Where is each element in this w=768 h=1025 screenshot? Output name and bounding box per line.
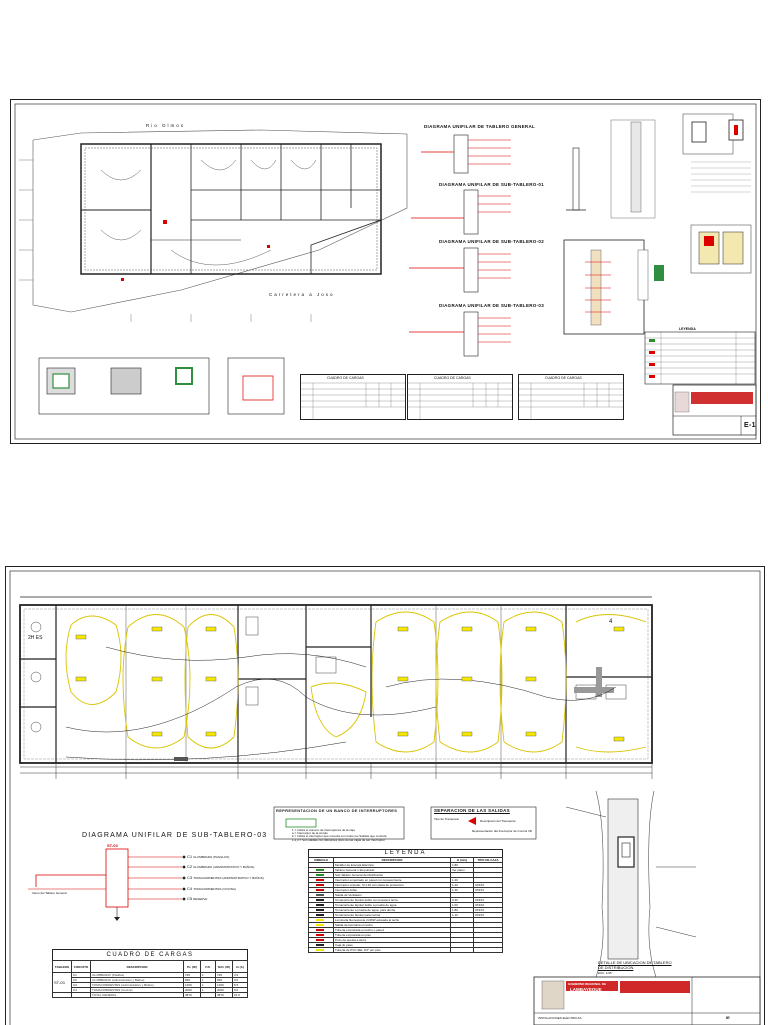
circuit-label: RESERVA: [193, 897, 208, 901]
load-value: 5.5: [233, 983, 248, 988]
legend-symbol-icon: [316, 939, 324, 941]
diagram-title-st2: DIAGRAMA UNIFILAR DE SUB-TABLERO-02: [439, 239, 544, 244]
legend-height: 1.40: [451, 888, 474, 893]
lamp-number: 4: [609, 619, 613, 625]
banco-note: 1 = Indica el número de interruptores de la caja: [292, 828, 355, 832]
load-header: In (A): [233, 961, 248, 973]
load-description: ALUMBRADO (Pasillos): [91, 973, 184, 978]
load-tablero-empty: [53, 993, 72, 998]
legend-box-type: [474, 948, 503, 953]
circuit-id: C2: [187, 864, 193, 869]
legend-height: [451, 948, 474, 953]
load-description: ALUMBRADO (Administrativo y Baños): [91, 978, 184, 983]
detail-scale: ESC: 1/25: [598, 971, 612, 975]
diagram-title-general: DIAGRAMA UNIFILAR DE TABLERO GENERAL: [424, 124, 536, 129]
legend-symbol-icon: [316, 879, 324, 881]
legend-height: 1.80: [451, 908, 474, 913]
load-tablero: ST-03: [53, 973, 72, 993]
load-value: 3.5: [233, 973, 248, 978]
load-header: M.D. (W): [216, 961, 233, 973]
legend-description: Sub Tablero General de Distribución: [334, 873, 451, 878]
load-table: [52, 960, 248, 998]
banco-note: a = Interruptor de la simple: [292, 831, 328, 836]
load-value: 4570: [184, 993, 201, 998]
load-value: 2000: [184, 988, 201, 993]
load-value: 1: [201, 973, 216, 978]
drawing-sheet-e1: [10, 99, 761, 444]
load-header: P.I. (W): [184, 961, 201, 973]
legend-box-type: 3X3X2: [474, 908, 503, 913]
load-description: TOTAL GENERAL: [91, 993, 184, 998]
load-value: 2000: [216, 988, 233, 993]
load-value: 21.0: [233, 993, 248, 998]
separacion-title: SEPARACION DE LAS SALIDAS: [434, 808, 510, 813]
drawing-sheet-ie: [5, 566, 765, 1025]
legend-symbol-icon: [316, 924, 324, 926]
legend-header: TIPO DE CAJA: [474, 858, 503, 863]
wall-label: 2H ES: [28, 635, 43, 641]
circuit-item: [187, 886, 236, 891]
legend-symbol-icon: [316, 864, 324, 866]
separacion-note: Tipo de Transporte: [434, 817, 460, 821]
load-description: TOMACORRIENTES (Administrativo y Baños): [91, 983, 184, 988]
legend-symbol-icon: [316, 889, 324, 891]
load-value: 650: [184, 978, 201, 983]
circuit-label: TOMACORRIENTES (ADMINISTRATIVO Y BAÑOS): [193, 876, 264, 880]
legend-description: Salida de Ventilador: [334, 893, 451, 898]
legend-symbol-icon: [316, 869, 324, 871]
title-project: INSTALACIONES ELECTRICAS: [538, 1016, 582, 1020]
load-value: 4570: [216, 993, 233, 998]
load-value: 1: [201, 983, 216, 988]
legend-height: 1.10: [451, 913, 474, 918]
diagram-title: DIAGRAMA UNIFILAR DE SUB-TABLERO-03: [82, 832, 268, 839]
banco-title: REPRESENTACION DE UN BANCO DE INTERRUPTORES: [276, 808, 398, 813]
load-row: [53, 993, 248, 998]
legend-height: 1.80: [451, 863, 474, 868]
legend-symbol-icon: [316, 894, 324, 896]
banco-note: b = Indica el interruptor que conecta con todos los Salidas que controla: [292, 834, 387, 839]
legend-height: 1.40: [451, 878, 474, 883]
load-circuit: C2: [72, 978, 91, 983]
legend-header: H (mts): [451, 858, 474, 863]
legend-description: Tubería empotrada en piso: [334, 933, 451, 938]
legend-description: Tablero General o Empotrado: [334, 868, 451, 873]
cuadro-cargas-3: [518, 374, 624, 420]
legend-description: Tubería de PVC-SEL 3/4" por piso: [334, 948, 451, 953]
legend-description: Salida de luminaria en techo: [334, 923, 451, 928]
title-institution: GOBIERNO REGIONAL DE: [568, 982, 606, 986]
legend-height: 1.00: [451, 903, 474, 908]
load-circuit: [72, 993, 91, 998]
legend-box-type: 3X3X2: [474, 913, 503, 918]
load-value: 1200: [184, 983, 201, 988]
cuadro-cargas-2: [407, 374, 513, 420]
sheet1-legend-title: LEYENDA: [679, 327, 696, 331]
legend-title: LEYENDA: [308, 849, 503, 857]
circuit-label: TOMACORRIENTES (COCINA): [193, 887, 237, 891]
separacion-note: Representación del Interruptor de Control 3D: [472, 829, 532, 833]
legend-box-type: 3X3X2: [474, 888, 503, 893]
circuit-label: ALUMBRADO (PASILLOS): [193, 855, 230, 859]
title-sheet: IE: [726, 1015, 730, 1020]
legend-description: Interruptor unipolar, h=1.40 con placa de protección: [334, 883, 451, 888]
load-value: 9.0: [233, 988, 248, 993]
cuadro-cargas-2-title: CUADRO DE CARGAS: [434, 376, 471, 380]
legend-height: 0.40: [451, 898, 474, 903]
cuadro-cargas-3-title: CUADRO DE CARGAS: [545, 376, 582, 380]
circuit-item: [187, 875, 264, 880]
legend-box-type: 3X3X2: [474, 903, 503, 908]
legend-symbol-icon: [316, 874, 324, 876]
cuadro-cargas-1: [300, 374, 406, 420]
legend-symbol-icon: [316, 944, 324, 946]
diagram-title-st3: DIAGRAMA UNIFILAR DE SUB-TABLERO-03: [439, 303, 544, 308]
legend-description: Luminaria fluorescente 2x36W adosada al techo: [334, 918, 451, 923]
st-label: ST-03: [107, 843, 118, 848]
banco-notes: [292, 829, 386, 842]
circuit-label: ALUMBRADO (ADMINISTRATIVO Y BAÑOS): [193, 865, 255, 869]
circuit-id: C3: [187, 875, 193, 880]
load-description: TOMACORRIENTES (Cocina): [91, 988, 184, 993]
legend-description: Tomacorriente bipolar doble a prueba de agua: [334, 903, 451, 908]
legend-description: Tubería empotrada en techo o pared: [334, 928, 451, 933]
load-circuit: C4: [72, 988, 91, 993]
load-header: CIRCUITO: [72, 961, 91, 973]
load-value: 650: [216, 978, 233, 983]
legend-height: 1.40: [451, 883, 474, 888]
legend-header: SIMBOLO: [309, 858, 334, 863]
title-region: LAMBAYEQUE: [570, 987, 602, 992]
load-value: 1200: [216, 983, 233, 988]
legend-row: [309, 948, 503, 953]
legend-header: DESCRIPCION: [334, 858, 451, 863]
street-label-bottom: Carretera a Joso: [269, 292, 335, 297]
legend-table: [308, 857, 503, 953]
legend-description: Interruptor empotrado en pared con tomacorriente: [334, 878, 451, 883]
load-header: DESCRIPCION: [91, 961, 184, 973]
street-label-top: Rio Olmos: [146, 123, 186, 128]
legend-description: Tomacorriente bipolar doble con puesta a tierra: [334, 898, 451, 903]
circuit-id: C1: [187, 854, 193, 859]
legend-description: Medidor de Energía Eléctrica: [334, 863, 451, 868]
sheet1-code: E-1: [744, 422, 756, 429]
legend-description: Caja de paso: [334, 943, 451, 948]
banco-note: 1,2,3 = Son salidas con diferentes tipos de las cajas de ser interruptor: [292, 837, 385, 842]
load-circuit: C3: [72, 983, 91, 988]
circuit-id: C4: [187, 886, 193, 891]
legend-symbol-icon: [316, 909, 324, 911]
circuit-item: [187, 854, 229, 859]
load-header: F.D.: [201, 961, 216, 973]
legend-symbol-icon: [316, 884, 324, 886]
legend-symbol-icon: [316, 904, 324, 906]
detail-caption: DETALLE DE UBICACION DE TABLERO DE DISTRIBUCION: [598, 960, 672, 970]
legend-body: [309, 863, 503, 953]
legend-symbol-icon: [316, 934, 324, 936]
legend-box-type: 3X3X2: [474, 898, 503, 903]
load-header: TABLERO: [53, 961, 72, 973]
diagram-title-st1: DIAGRAMA UNIFILAR DE SUB-TABLERO-01: [439, 182, 544, 187]
legend-symbol-icon: [316, 949, 324, 951]
legend-box-type: 3X3X2: [474, 883, 503, 888]
legend-symbol-icon: [316, 899, 324, 901]
load-value: 3.0: [233, 978, 248, 983]
feeder-label: Viene del Tablero General: [32, 891, 67, 895]
legend-symbol-icon: [316, 929, 324, 931]
circuit-item: [187, 896, 207, 901]
load-value: 720: [184, 973, 201, 978]
load-circuit: C1: [72, 973, 91, 978]
legend-description: Tomacorriente bipolar para cocina: [334, 913, 451, 918]
circuit-id: C5: [187, 896, 193, 901]
legend-description: Interruptor doble: [334, 888, 451, 893]
load-value: 720: [216, 973, 233, 978]
circuit-item: [187, 864, 254, 869]
legend-description: Tomacorriente a prueba de agua, para ducha: [334, 908, 451, 913]
legend-description: Pozo de puesta a tierra: [334, 938, 451, 943]
legend-height: Ver plano: [451, 868, 474, 873]
legend-symbol-icon: [316, 914, 324, 916]
load-table-title: CUADRO DE CARGAS: [52, 949, 248, 960]
separacion-note: Descripción del Transporte: [480, 819, 516, 823]
cuadro-cargas-1-title: CUADRO DE CARGAS: [327, 376, 364, 380]
legend-symbol: [309, 948, 334, 953]
load-table-panel: [52, 949, 248, 998]
load-body: [53, 973, 248, 998]
load-value: [201, 993, 216, 998]
load-value: 1: [201, 978, 216, 983]
legend-panel: [308, 849, 503, 953]
legend-symbol-icon: [316, 919, 324, 921]
load-value: 1: [201, 988, 216, 993]
